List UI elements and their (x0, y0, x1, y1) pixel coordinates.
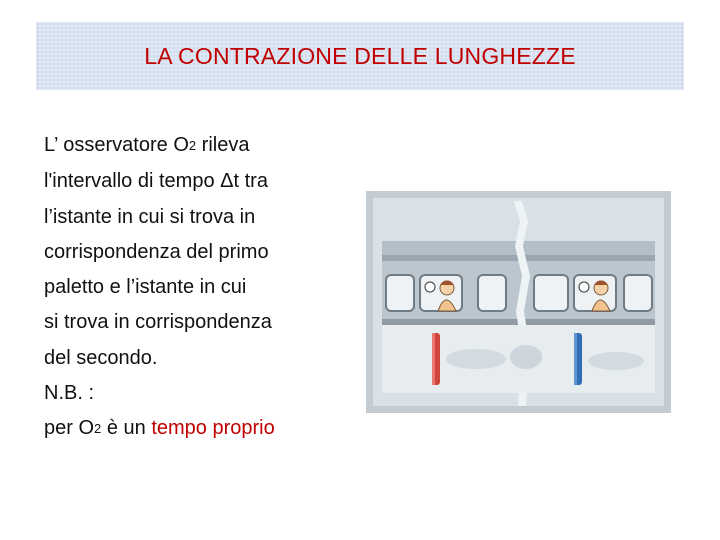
window-2 (420, 275, 462, 311)
per-observer-text: per O (44, 417, 95, 440)
body-line-4: corrispondenza del primo (44, 240, 269, 263)
observer-subscript: 2 (188, 138, 197, 153)
body-line-3: l’istante in cui si trova in (44, 205, 256, 228)
body-line-9 (44, 411, 344, 447)
slide-title: LA CONTRAZIONE DELLE LUNGHEZZE (144, 42, 576, 69)
smoke-left (446, 349, 506, 369)
blue-pole (574, 333, 582, 385)
body-line-5: paletto e l’istante in cui (44, 276, 247, 299)
window-4 (534, 275, 568, 311)
body-line-1 (44, 128, 344, 164)
title-bar (36, 22, 684, 90)
clock-icon-2 (579, 282, 589, 292)
body-line-9-mid: è un (101, 417, 152, 440)
observer-text: L’ osservatore O (44, 134, 189, 156)
body-line-7: del secondo. (44, 346, 158, 369)
smoke-center (510, 345, 542, 369)
train-illustration-svg (366, 191, 671, 413)
window-3 (478, 275, 506, 311)
clock-icon (425, 282, 435, 292)
proper-time-highlight: tempo proprio (151, 417, 275, 440)
body-line-8: N.B. : (44, 382, 95, 405)
window-6 (624, 275, 652, 311)
body-line-6: si trova in corrispondenza (44, 311, 272, 334)
train-illustration (366, 191, 671, 413)
window-5 (574, 275, 616, 311)
observer-subscript-2: 2 (94, 421, 102, 437)
body-line-1-end: rileva (196, 134, 250, 156)
red-pole (432, 333, 440, 385)
body-text (44, 128, 344, 448)
smoke-right (588, 352, 644, 370)
window-1 (386, 275, 414, 311)
body-line-2: l'intervallo di tempo Δt tra (44, 170, 268, 193)
